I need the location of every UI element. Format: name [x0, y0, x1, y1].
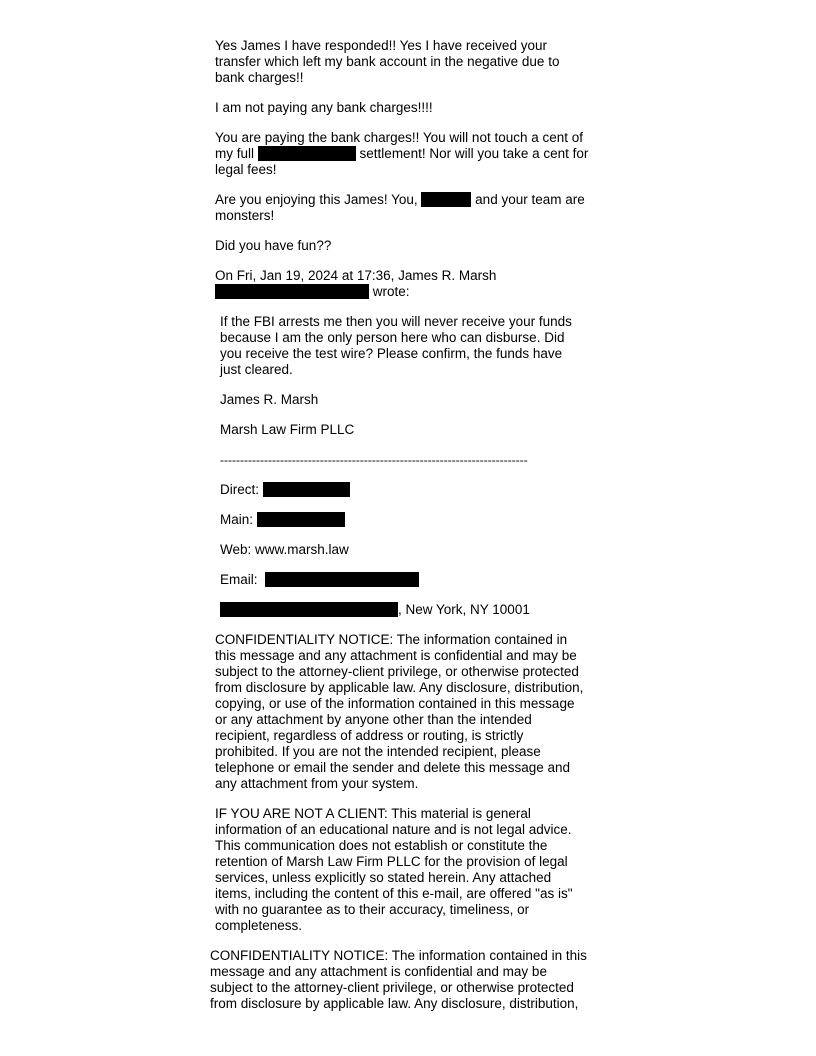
text-fragment: my full — [215, 146, 255, 161]
text-line: any attachment from your system. — [215, 776, 419, 791]
signature-email — [220, 572, 419, 588]
confidentiality-notice — [215, 632, 583, 792]
signature-separator — [220, 452, 528, 468]
text-line: IF YOU ARE NOT A CLIENT: This material is general — [215, 806, 531, 821]
signature-name — [220, 392, 318, 408]
text-line: just cleared. — [220, 362, 293, 377]
text-line: This communication does not establish or constitute the — [215, 838, 548, 853]
text-fragment: Main: — [220, 512, 254, 527]
text-line: On Fri, Jan 19, 2024 at 17:36, James R. Marsh — [215, 268, 497, 283]
confidentiality-notice-outer — [210, 948, 587, 1012]
text-line: or any attachment by anyone other than the intended — [215, 712, 532, 727]
text-line: with no guarantee as to their accuracy, timeliness, or — [215, 902, 530, 917]
text-line: Did you have fun?? — [215, 238, 332, 253]
text-line: I am not paying any bank charges!!!! — [215, 100, 433, 115]
text-line: you receive the test wire? Please confirm, the funds have — [220, 346, 563, 361]
signature-web — [220, 542, 349, 558]
redaction-bar — [258, 146, 356, 161]
reply-paragraph-4 — [215, 192, 585, 224]
text-line: completeness. — [215, 918, 303, 933]
redaction-bar — [421, 192, 471, 207]
text-line: this message and any attachment is confidential and may be — [215, 648, 577, 663]
text-line: Marsh Law Firm PLLC — [220, 422, 355, 437]
text-line: transfer which left my bank account in the negative due to — [215, 54, 560, 69]
text-line: If the FBI arrests me then you will never receive your funds — [220, 314, 572, 329]
text-line — [220, 602, 530, 618]
signature-address — [220, 602, 530, 618]
text-line: James R. Marsh — [220, 392, 319, 407]
text-line — [220, 572, 419, 588]
text-line: Yes James I have responded!! Yes I have received your — [215, 38, 547, 53]
text-line — [215, 146, 588, 162]
text-line: legal fees! — [215, 162, 277, 177]
text-line — [215, 192, 585, 208]
not-a-client-notice — [215, 806, 573, 934]
signature-main — [220, 512, 345, 528]
quoted-message-body — [220, 314, 572, 378]
text-line: prohibited. If you are not the intended recipient, please — [215, 744, 541, 759]
text-line: from disclosure by applicable law. Any disclosure, distribution, — [215, 680, 584, 695]
redaction-bar — [220, 602, 398, 617]
text-line: monsters! — [215, 208, 275, 223]
redaction-bar — [257, 512, 345, 527]
text-line: CONFIDENTIALITY NOTICE: The information contained in this — [210, 948, 587, 963]
text-fragment: Are you enjoying this James! You, — [215, 192, 418, 207]
text-fragment: Email: — [220, 572, 258, 587]
text-line: from disclosure by applicable law. Any disclosure, distribution, — [210, 996, 579, 1011]
redaction-bar — [263, 482, 350, 497]
text-fragment: wrote: — [372, 284, 410, 299]
redaction-bar — [215, 284, 369, 299]
text-fragment: Direct: — [220, 482, 260, 497]
text-line — [220, 482, 350, 498]
text-fragment: settlement! Nor will you take a cent for — [359, 146, 589, 161]
signature-direct — [220, 482, 350, 498]
signature-firm — [220, 422, 354, 438]
text-line: Web: www.marsh.law — [220, 542, 349, 557]
text-line: information of an educational nature and is not legal advice. — [215, 822, 572, 837]
text-line: bank charges!! — [215, 70, 304, 85]
text-line: You are paying the bank charges!! You will not touch a cent of — [215, 130, 584, 145]
redaction-bar — [265, 572, 419, 587]
text-fragment: and your team are — [475, 192, 585, 207]
text-line: services, unless explicitly so stated herein. Any attached — [215, 870, 552, 885]
text-line: CONFIDENTIALITY NOTICE: The information contained in — [215, 632, 568, 647]
reply-paragraph-5 — [215, 238, 331, 254]
text-line: recipient, regardless of address or routing, is strictly — [215, 728, 524, 743]
text-line: subject to the attorney-client privilege, or otherwise protected — [215, 664, 579, 679]
text-line: copying, or use of the information contained in this message — [215, 696, 575, 711]
text-line — [215, 284, 496, 300]
text-fragment: , New York, NY 10001 — [398, 602, 530, 617]
text-line: message and any attachment is confidential and may be — [210, 964, 547, 979]
reply-paragraph-1 — [215, 38, 559, 86]
reply-paragraph-2 — [215, 100, 433, 116]
text-line: telephone or email the sender and delete this message and — [215, 760, 570, 775]
text-line: retention of Marsh Law Firm PLLC for the provision of legal — [215, 854, 568, 869]
text-line: ----------------------------------------------------------------------------- — [220, 453, 528, 467]
quote-attribution — [215, 268, 496, 300]
text-line: items, including the content of this e-mail, are offered "as is" — [215, 886, 573, 901]
text-line — [220, 512, 345, 528]
text-line: subject to the attorney-client privilege, or otherwise protected — [210, 980, 574, 995]
reply-paragraph-3 — [215, 130, 588, 178]
text-line: because I am the only person here who can disburse. Did — [220, 330, 565, 345]
